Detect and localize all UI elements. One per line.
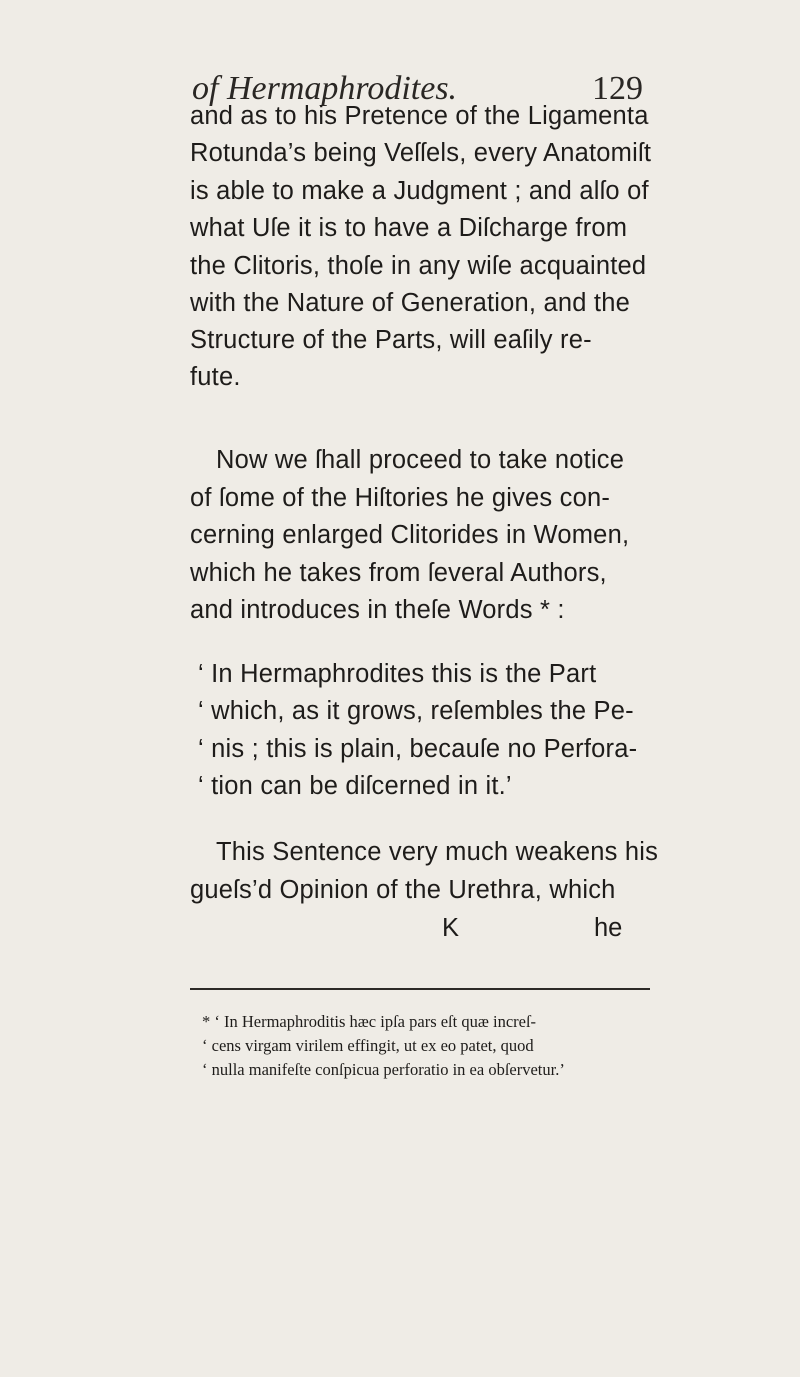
text-line: is able to make a Judgment ; and alſo of: [190, 177, 649, 205]
text-line: Structure of the Parts, will eaſily re-: [190, 326, 592, 354]
text-line: cerning enlarged Clitorides in Women,: [190, 521, 630, 549]
text-line: and as to his Pretence of the Ligamenta: [190, 102, 649, 130]
footnote-line: * ‘ In Hermaphroditis hæc ipſa pars eſt quæ increſ-: [202, 1012, 537, 1031]
text-line: the Clitoris, thoſe in any wiſe acquainted: [190, 252, 647, 280]
text-line: what Uſe it is to have a Diſcharge from: [190, 214, 628, 242]
running-title: of Hermaphrodites.: [192, 70, 458, 107]
text-line: Rotunda’s being Veſſels, every Anatomiſt: [190, 139, 652, 167]
text-line: and introduces in theſe Words * :: [190, 596, 565, 624]
text-line: with the Nature of Generation, and the: [190, 289, 630, 317]
text-line: Now we ſhall proceed to take notice: [216, 446, 625, 474]
text-line: which he takes from ſeveral Authors,: [190, 559, 607, 587]
quote-line: ‘ which, as it grows, reſembles the Pe-: [198, 697, 634, 725]
page-number: 129: [592, 70, 643, 107]
text-line: of ſome of the Hiſtories he gives con-: [190, 484, 611, 512]
footnote-rule: [190, 988, 650, 990]
text-line: fute.: [190, 363, 241, 391]
footnote-line: ‘ cens virgam virilem effingit, ut ex eo patet, quod: [202, 1036, 534, 1055]
footnote-line: ‘ nulla manifeſte conſpicua perforatio in ea obſervetur.’: [202, 1060, 565, 1079]
catchword: he: [594, 914, 623, 942]
quote-line: ‘ nis ; this is plain, becauſe no Perfora-: [198, 735, 638, 763]
text-line: gueſs’d Opinion of the Urethra, which: [190, 876, 616, 904]
signature-mark: K: [442, 914, 460, 942]
quote-line: ‘ In Hermaphrodites this is the Part: [198, 660, 597, 688]
quote-line: ‘ tion can be diſcerned in it.’: [198, 772, 512, 800]
text-line: This Sentence very much weakens his: [216, 838, 659, 866]
